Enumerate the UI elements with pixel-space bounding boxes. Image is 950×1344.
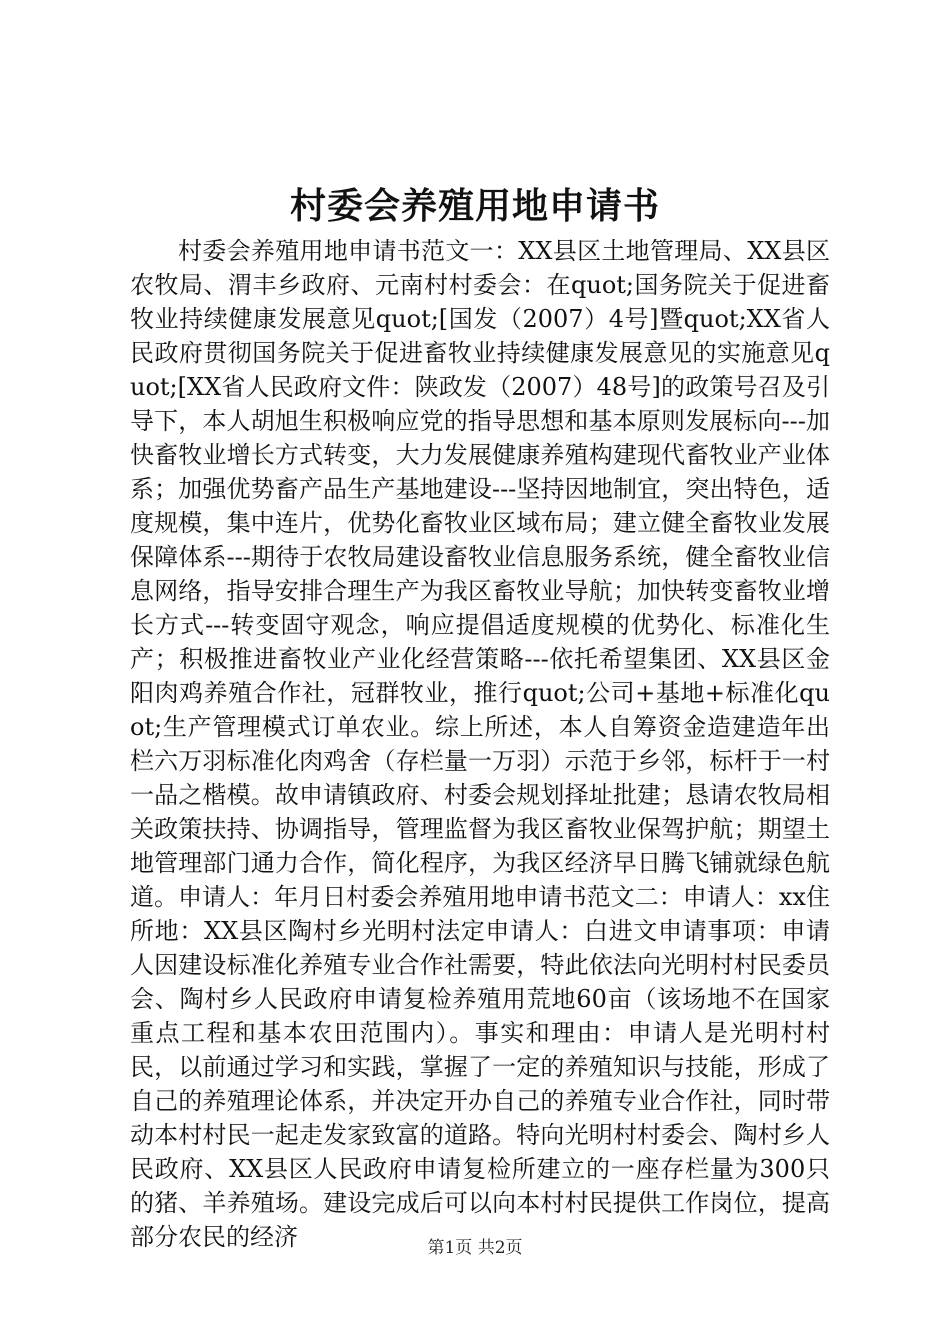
document-title: 村委会养殖用地申请书	[289, 186, 660, 227]
document-body-text: 村委会养殖用地申请书范文一：XX县区土地管理局、XX县区农牧局、渭丰乡政府、元南村村委会：在quot;国务院关于促进畜牧业持续健康发展意见quot;[国发（2007）4号]暨quot;XX省人民政府贯彻国务院关于促进畜牧业持续健康发展意见的实施意见quot;[XX省人民政府文件：陕政发（2007）48号]的政策号召及引导下，本人胡旭生积极响应党的指导思想和基本原则发展标向---加快畜牧业增长方式转变，大力发展健康养殖构建现代畜牧业产业体系；加强优势畜产品生产基地建设---坚持因地制宜，突出特色，适度规模，集中连片，优势化畜牧业区域布局；建立健全畜牧业发展保障体系---期待于农牧局建设畜牧业信息服务系统，健全畜牧业信息网络，指导安排合理生产为我区畜牧业导航；加快转变畜牧业增长方式---转变固守观念，响应提倡适度规模的优势化、标准化生产；积极推进畜牧业产业化经营策略---依托希望集团、XX县区金阳肉鸡养殖合作社，冠群牧业，推行quot;公司+基地+标准化quot;生产管理模式订单农业。综上所述，本人自筹资金造建造年出栏六万羽标准化肉鸡舍（存栏量一万羽）示范于乡邻，标杆于一村一品之楷模。故申请镇政府、村委会规划择址批建；恳请农牧局相关政策扶持、协调指导，管理监督为我区畜牧业保驾护航；期望土地管理部门通力合作，简化程序，为我区经济早日腾飞铺就绿色航道。申请人：年月日村委会养殖用地申请书范文二：申请人：xx住所地：XX县区陶村乡光明村法定申请人：白进文申请事项：申请人因建设标准化养殖专业合作社需要，特此依法向光明村村民委员会、陶村乡人民政府申请复检养殖用荒地60亩（该场地不在国家重点工程和基本农田范围内）。事实和理由：申请人是光明村村民，以前通过学习和实践，掌握了一定的养殖知识与技能，形成了自己的养殖理论体系，并决定开办自己的养殖专业合作社，同时带动本村村民一起走发家致富的道路。特向光明村村委会、陶村乡人民政府、XX县区人民政府申请复检所建立的一座存栏量为300只的猪、羊养殖场。建设完成后可以向本村村民提供工作岗位，提高部分农民的经济	[130, 237, 830, 1251]
page-number-footer: 第1页 共2页	[427, 1238, 523, 1258]
